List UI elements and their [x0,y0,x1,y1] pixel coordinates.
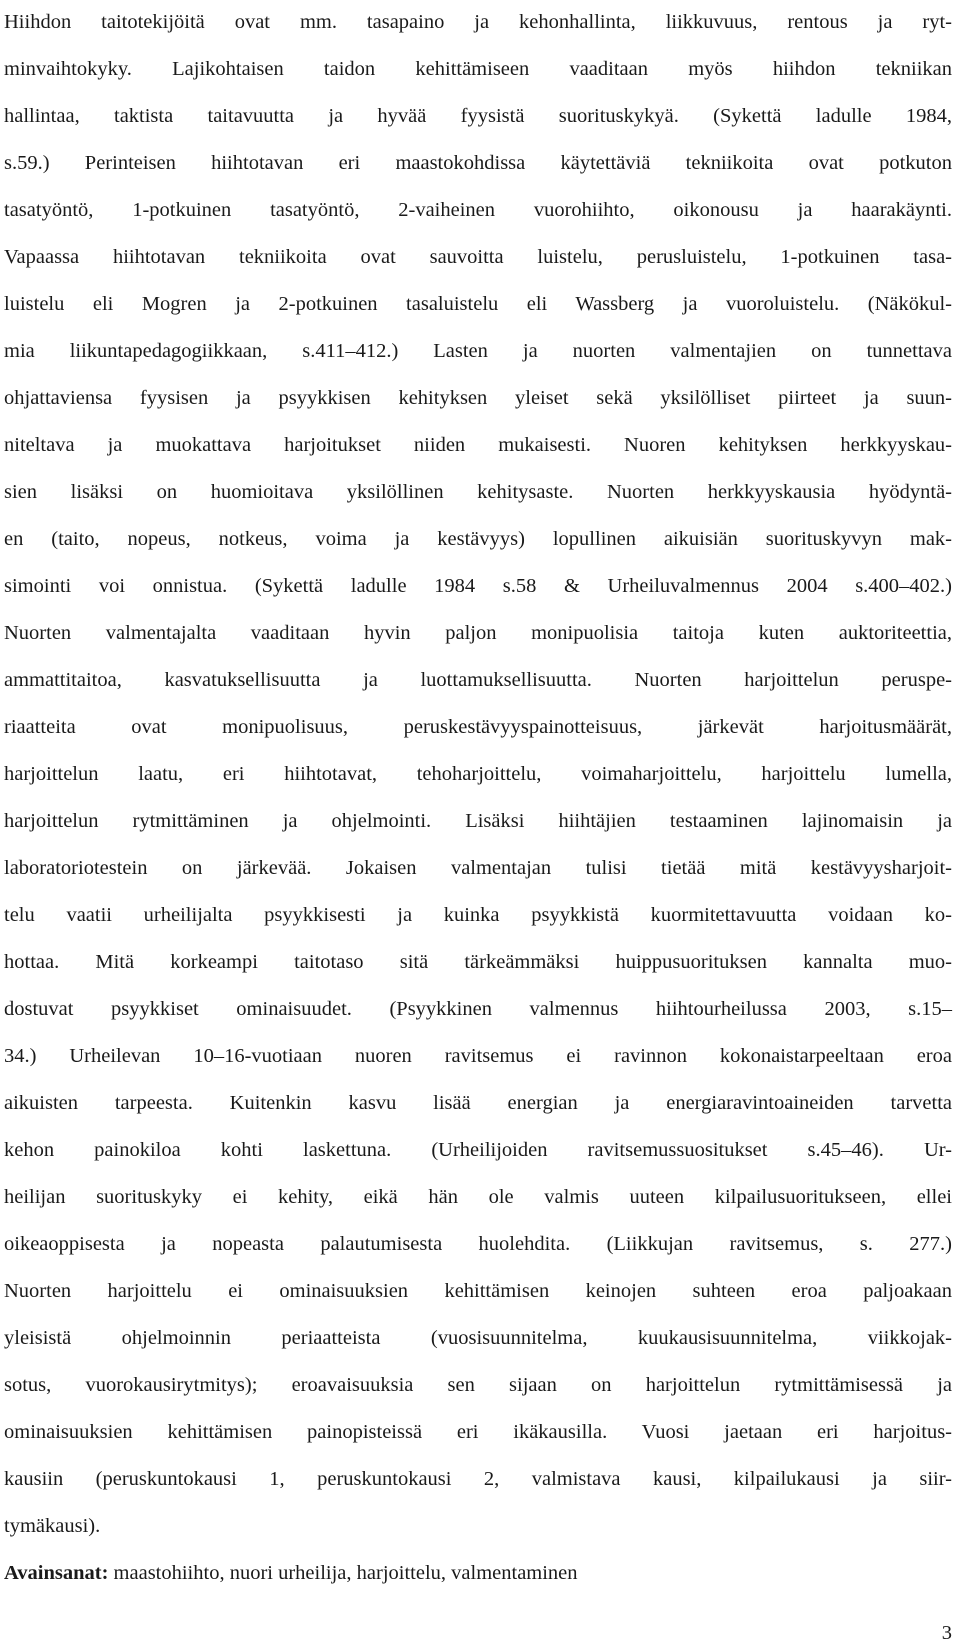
text-line: oikeaoppisesta ja nopeasta palautumisesta huolehdita. (Liikkujan ravitsemus, s. 277.) [4,1233,952,1255]
text-line: Nuorten harjoittelu ei ominaisuuksien kehittämisen keinojen suhteen eroa paljoakaan [4,1280,952,1302]
text-line: hallintaa, taktista taitavuutta ja hyvää fyysistä suorituskykyä. (Sykettä ladulle 1984, [4,105,952,127]
text-line: s.59.) Perinteisen hiihtotavan eri maastokohdissa käytettäviä tekniikoita ovat potkuton [4,152,952,174]
text-line: dostuvat psyykkiset ominaisuudet. (Psyykkinen valmennus hiihtourheilussa 2003, s.15– [4,998,952,1020]
text-line: simointi voi onnistua. (Sykettä ladulle 1984 s.58 & Urheiluvalmennus 2004 s.400–402.) [4,575,952,597]
text-line: laboratoriotestein on järkevää. Jokaisen valmentajan tulisi tietää mitä kestävyysharjoit- [4,857,952,879]
text-line: harjoittelun rytmittäminen ja ohjelmointi. Lisäksi hiihtäjien testaaminen lajinomaisin ja [4,810,952,832]
keywords-line [4,1560,952,1586]
text-line: minvaihtokyky. Lajikohtaisen taidon kehittämiseen vaaditaan myös hiihdon tekniikan [4,58,952,80]
text-line: ominaisuuksien kehittämisen painopisteissä eri ikäkausilla. Vuosi jaetaan eri harjoitus- [4,1421,952,1443]
text-line: niteltava ja muokattava harjoitukset niiden mukaisesti. Nuoren kehityksen herkkyyskau- [4,434,952,456]
text-line: ammattitaitoa, kasvatuksellisuutta ja luottamuksellisuutta. Nuorten harjoittelun peruspe- [4,669,952,691]
text-line: Nuorten valmentajalta vaaditaan hyvin paljon monipuolisia taitoja kuten auktoriteettia, [4,622,952,644]
text-line: telu vaatii urheilijalta psyykkisesti ja kuinka psyykkistä kuormitettavuutta voidaan ko- [4,904,952,926]
text-line: aikuisten tarpeesta. Kuitenkin kasvu lisää energian ja energiaravintoaineiden tarvetta [4,1092,952,1114]
text-line: tymäkausi). [4,1515,101,1537]
text-line: hottaa. Mitä korkeampi taitotaso sitä tärkeämmäksi huippusuorituksen kannalta muo- [4,951,952,973]
text-line: heilijan suorituskyky ei kehity, eikä hän ole valmis uuteen kilpailusuoritukseen, ellei [4,1186,952,1208]
text-line: mia liikuntapedagogiikkaan, s.411–412.) Lasten ja nuorten valmentajien on tunnettava [4,340,952,362]
text-line: 34.) Urheilevan 10–16-vuotiaan nuoren ravitsemus ei ravinnon kokonaistarpeeltaan eroa [4,1045,952,1067]
text-line: sien lisäksi on huomioitava yksilöllinen kehitysaste. Nuorten herkkyyskausia hyödyntä- [4,481,952,503]
text-line: harjoittelun laatu, eri hiihtotavat, tehoharjoittelu, voimaharjoittelu, harjoittelu lumella, [4,763,952,785]
text-line: kausiin (peruskuntokausi 1, peruskuntokausi 2, valmistava kausi, kilpailukausi ja siir- [4,1468,952,1490]
text-line: ohjattaviensa fyysisen ja psyykkisen kehityksen yleiset sekä yksilölliset piirteet ja suun- [4,387,952,409]
page-number: 3 [941,1622,952,1644]
text-line: tasatyöntö, 1-potkuinen tasatyöntö, 2-vaiheinen vuorohiihto, oikonousu ja haarakäynti. [4,199,952,221]
text-line: sotus, vuorokausirytmitys); eroavaisuuksia sen sijaan on harjoittelun rytmittämisessä ja [4,1374,952,1396]
keywords-text: maastohiihto, nuori urheilija, harjoittelu, valmentaminen [108,1562,578,1584]
text-line: riaatteita ovat monipuolisuus, peruskestävyyspainotteisuus, järkevät harjoitusmäärät, [4,716,952,738]
text-line: luistelu eli Mogren ja 2-potkuinen tasaluistelu eli Wassberg ja vuoroluistelu. (Näkökul- [4,293,952,315]
text-line: Hiihdon taitotekijöitä ovat mm. tasapaino ja kehonhallinta, liikkuvuus, rentous ja ryt- [4,11,952,33]
text-line: Vapaassa hiihtotavan tekniikoita ovat sauvoitta luistelu, perusluistelu, 1-potkuinen tasa- [4,246,952,268]
text-line: yleisistä ohjelmoinnin periaatteista (vuosisuunnitelma, kuukausisuunnitelma, viikkojak- [4,1327,952,1349]
text-line: kehon painokiloa kohti laskettuna. (Urheilijoiden ravitsemussuositukset s.45–46). Ur- [4,1139,952,1161]
text-line: en (taito, nopeus, notkeus, voima ja kestävyys) lopullinen aikuisiän suorituskyvyn mak- [4,528,952,550]
keywords-label: Avainsanat: [4,1562,109,1584]
